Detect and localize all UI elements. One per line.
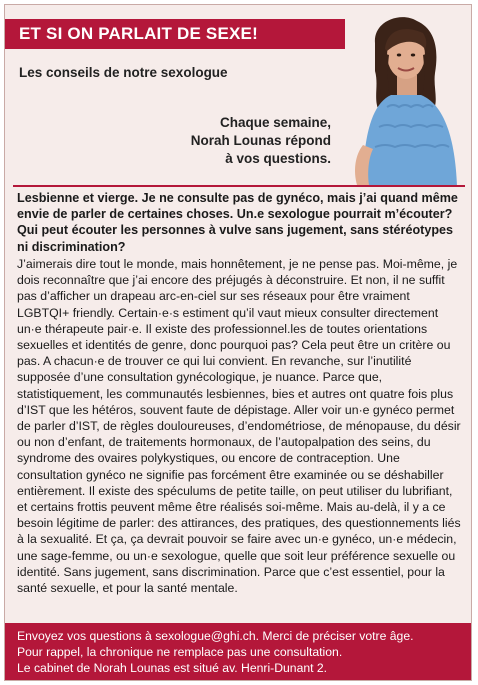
title-banner bbox=[5, 19, 345, 49]
advice-column-card bbox=[4, 4, 472, 681]
sexologist-answer: J’aimerais dire tout le monde, mais honnêtement, je ne pense pas. Moi-même, je dois reconnaître que j’ai encore des préjugés à déconstruire. Et non, il ne suffit pas d’afficher un drapeau arc-en-ciel sur ses réseaux pour être vraiment LGBTQI+ friendly. Certain·e·s estiment qu’il vaut mieux consulter directement un·e thérapeute pair·e. Il existe des professionnel.les de toutes orientations sexuelles et identités de genre, donc pourquoi pas? Cela peut être un critère ou pas. A chacun·e de trouver ce qui lui convient. En revanche, sur l’inutilité supposée d’une consultation gynécologique, je nuance. Parce que, statistiquement, les communautés lesbiennes, bies et autres ont quatre fois plus d’IST que les hétéros, souvent faute de dépistage. Aller voir un·e gynéco permet de parler d’IST, de règles douloureuses, d’endométriose, de ménopause, du désir ou non d’enfant, de traitements hormonaux, de l’autopalpation des seins, du syndrome des ovaires polykystiques, ou encore de contraception. Une consultation gynéco ne signifie pas forcément être examinée ou se déshabiller entièrement. Il existe des spéculums de petite taille, on peut utiliser du lubrifiant, et certains frottis peuvent même être réalisés soi-même. Mais au-delà, il y a ce besoin légitime de parler: des attirances, des pratiques, des questionnements liés à la sexualité. Et ça, ça devrait pouvoir se faire avec un·e gynéco, un·e médecin, une sage-femme, ou un·e sexologue, quelle que soit leur préférence sexuelle ou identité. Sans jugement, sans discrimination. Parce que c’est essentiel, pour la santé sexuelle, et pour la santé mentale. bbox=[17, 257, 461, 596]
footer-line: Envoyez vos questions à sexologue@ghi.ch. Merci de préciser votre âge. bbox=[17, 629, 414, 643]
intro-line: à vos questions. bbox=[225, 151, 331, 166]
intro-line: Norah Lounas répond bbox=[190, 133, 331, 148]
column-subtitle: Les conseils de notre sexologue bbox=[19, 65, 228, 80]
column-title: ET SI ON PARLAIT DE SEXE! bbox=[19, 24, 258, 43]
footer-line: Le cabinet de Norah Lounas est situé av. Henri-Dunant 2. bbox=[17, 661, 328, 675]
footer-line: Pour rappel, la chronique ne remplace pas une consultation. bbox=[17, 645, 343, 659]
intro-line: Chaque semaine, bbox=[219, 115, 331, 130]
section-divider bbox=[13, 185, 465, 187]
contact-footer bbox=[5, 623, 471, 680]
intro-text bbox=[191, 114, 331, 168]
reader-question: Lesbienne et vierge. Je ne consulte pas de gynéco, mais j’ai quand même envie de parler de certaines choses. Un.e sexologue pourrait m’écouter? Qui peut écouter les personnes à vulve sans jugement, sans stéréotypes ni discrimination? bbox=[17, 191, 458, 254]
author-portrait bbox=[343, 15, 472, 187]
